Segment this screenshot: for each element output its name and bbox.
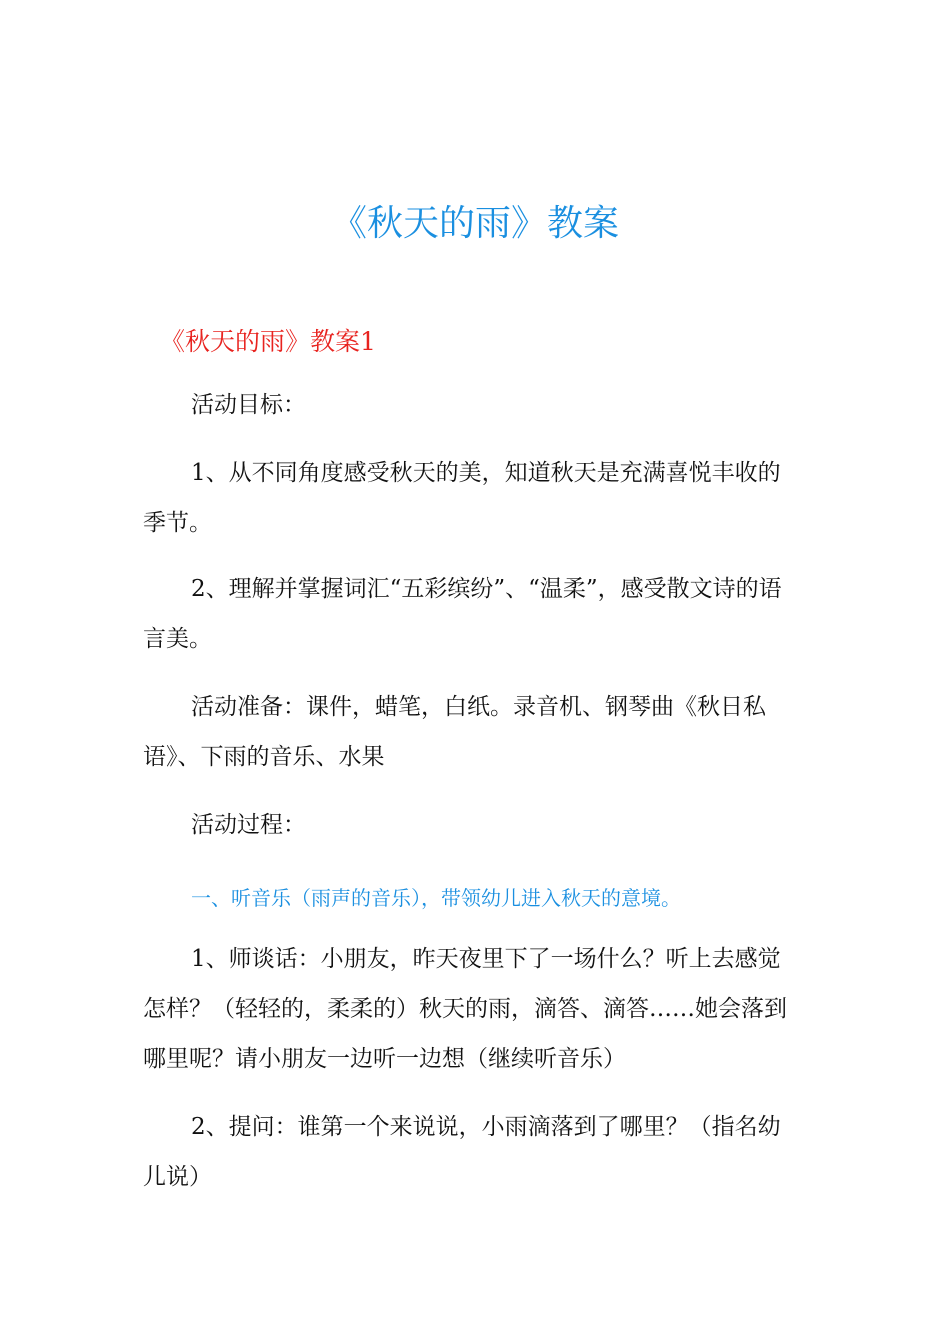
goal-item-2: 2、理解并掌握词汇“五彩缤纷”、“温柔”，感受散文诗的语言美。	[143, 576, 782, 652]
lesson-subtitle: 《秋天的雨》教案1	[160, 327, 376, 356]
step-item-1: 1、师谈话：小朋友，昨天夜里下了一场什么？听上去感觉怎样？（轻轻的，柔柔的）秋天的雨，滴答、滴答……她会落到哪里呢？请小朋友一边听一边想（继续听音乐）	[143, 946, 787, 1072]
goal-item-1: 1、从不同角度感受秋天的美，知道秋天是充满喜悦丰收的季节。	[143, 460, 781, 536]
goals-label: 活动目标：	[191, 392, 306, 418]
section-heading-1: 一、听音乐（雨声的音乐），带领幼儿进入秋天的意境。	[191, 886, 681, 910]
process-label: 活动过程：	[191, 812, 306, 838]
step-item-2: 2、提问：谁第一个来说说，小雨滴落到了哪里？（指名幼儿说）	[143, 1114, 781, 1190]
preparation-paragraph: 活动准备：课件，蜡笔，白纸。录音机、钢琴曲《秋日私语》、下雨的音乐、水果	[143, 694, 766, 770]
document-title: 《秋天的雨》教案	[330, 203, 619, 244]
